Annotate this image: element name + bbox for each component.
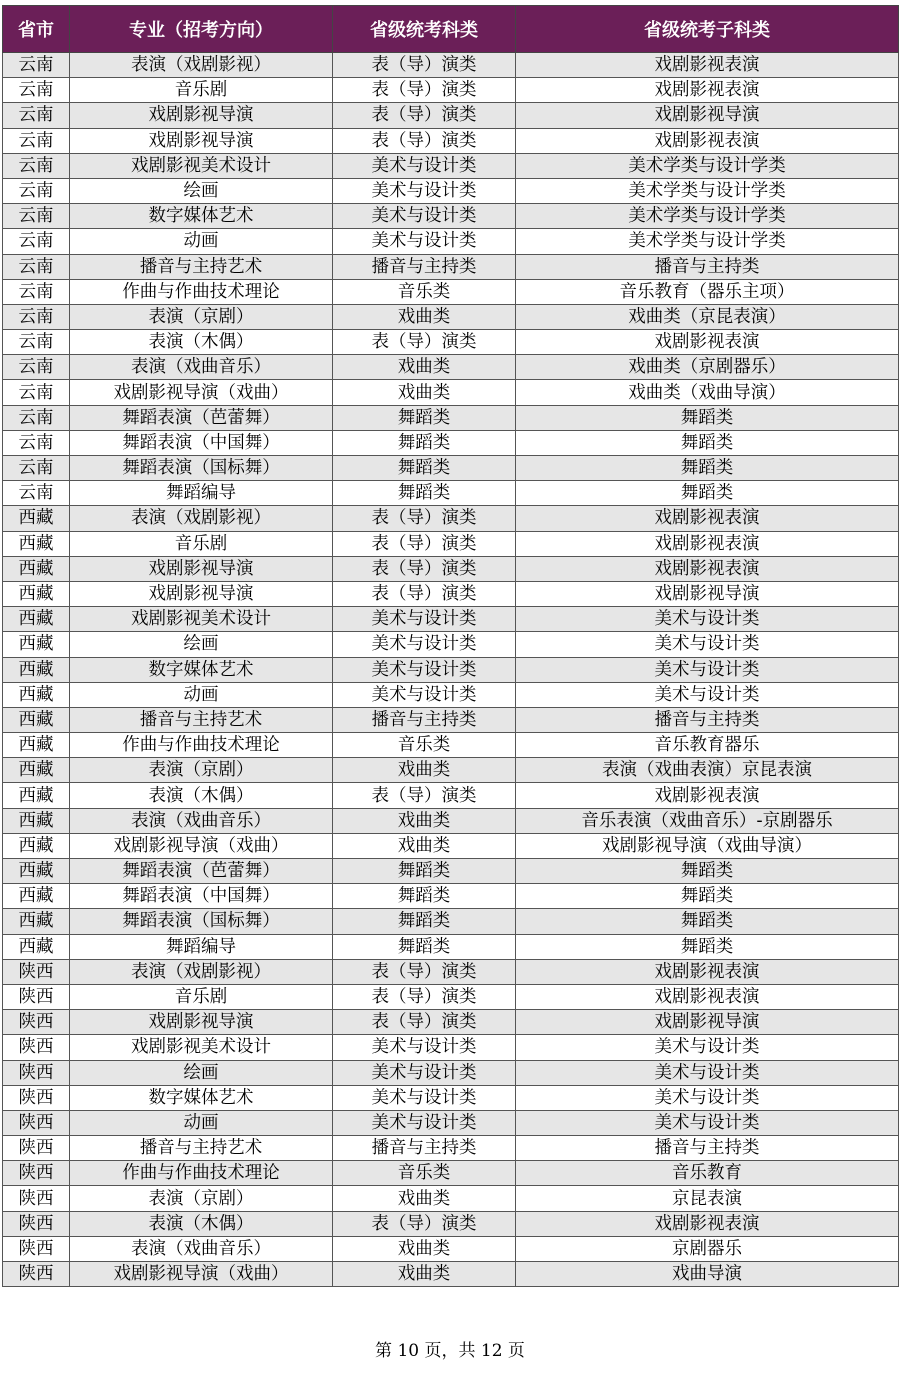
table-row bbox=[3, 1211, 899, 1236]
cell-province: 云南 bbox=[3, 128, 70, 153]
cell-exam-subcategory: 播音与主持类 bbox=[516, 707, 899, 732]
cell-exam-category: 表（导）演类 bbox=[333, 531, 516, 556]
cell-province: 云南 bbox=[3, 405, 70, 430]
table-row bbox=[3, 783, 899, 808]
cell-province: 陕西 bbox=[3, 1186, 70, 1211]
cell-major: 戏剧影视导演 bbox=[70, 128, 333, 153]
cell-exam-subcategory: 戏剧影视导演 bbox=[516, 581, 899, 606]
cell-major: 戏剧影视导演 bbox=[70, 581, 333, 606]
cell-major: 音乐剧 bbox=[70, 531, 333, 556]
cell-exam-subcategory: 美术与设计类 bbox=[516, 1060, 899, 1085]
cell-province: 云南 bbox=[3, 78, 70, 103]
cell-major: 作曲与作曲技术理论 bbox=[70, 733, 333, 758]
table-row bbox=[3, 1262, 899, 1287]
cell-exam-category: 美术与设计类 bbox=[333, 1085, 516, 1110]
cell-exam-category: 美术与设计类 bbox=[333, 204, 516, 229]
cell-exam-category: 播音与主持类 bbox=[333, 707, 516, 732]
cell-exam-category: 美术与设计类 bbox=[333, 682, 516, 707]
cell-major: 表演（京剧） bbox=[70, 758, 333, 783]
cell-exam-subcategory: 戏剧影视表演 bbox=[516, 984, 899, 1009]
cell-exam-subcategory: 戏曲类（戏曲导演） bbox=[516, 380, 899, 405]
table-row bbox=[3, 153, 899, 178]
table-header-row bbox=[3, 6, 899, 53]
cell-exam-subcategory: 美术学类与设计学类 bbox=[516, 204, 899, 229]
cell-exam-subcategory: 戏曲导演 bbox=[516, 1262, 899, 1287]
cell-province: 西藏 bbox=[3, 758, 70, 783]
cell-exam-category: 舞蹈类 bbox=[333, 884, 516, 909]
cell-major: 戏剧影视美术设计 bbox=[70, 607, 333, 632]
table-row bbox=[3, 758, 899, 783]
cell-major: 表演（京剧） bbox=[70, 1186, 333, 1211]
cell-major: 表演（戏曲音乐） bbox=[70, 1236, 333, 1261]
table-row bbox=[3, 279, 899, 304]
cell-exam-category: 美术与设计类 bbox=[333, 178, 516, 203]
table-body bbox=[3, 53, 899, 1287]
cell-exam-subcategory: 美术与设计类 bbox=[516, 632, 899, 657]
cell-province: 陕西 bbox=[3, 959, 70, 984]
cell-exam-subcategory: 京剧器乐 bbox=[516, 1236, 899, 1261]
cell-exam-subcategory: 表演（戏曲表演）京昆表演 bbox=[516, 758, 899, 783]
cell-major: 表演（京剧） bbox=[70, 304, 333, 329]
cell-province: 陕西 bbox=[3, 1035, 70, 1060]
cell-exam-subcategory: 舞蹈类 bbox=[516, 909, 899, 934]
cell-province: 云南 bbox=[3, 229, 70, 254]
cell-exam-category: 戏曲类 bbox=[333, 355, 516, 380]
cell-exam-category: 戏曲类 bbox=[333, 380, 516, 405]
cell-exam-category: 表（导）演类 bbox=[333, 78, 516, 103]
table-row bbox=[3, 506, 899, 531]
cell-province: 西藏 bbox=[3, 909, 70, 934]
cell-province: 陕西 bbox=[3, 1211, 70, 1236]
cell-major: 戏剧影视导演 bbox=[70, 556, 333, 581]
cell-province: 云南 bbox=[3, 279, 70, 304]
cell-exam-category: 表（导）演类 bbox=[333, 783, 516, 808]
table-row bbox=[3, 657, 899, 682]
cell-major: 戏剧影视导演 bbox=[70, 103, 333, 128]
cell-exam-category: 舞蹈类 bbox=[333, 909, 516, 934]
table-row bbox=[3, 808, 899, 833]
cell-exam-subcategory: 音乐教育器乐 bbox=[516, 733, 899, 758]
cell-province: 云南 bbox=[3, 103, 70, 128]
cell-exam-subcategory: 舞蹈类 bbox=[516, 884, 899, 909]
cell-exam-subcategory: 美术与设计类 bbox=[516, 657, 899, 682]
cell-province: 西藏 bbox=[3, 859, 70, 884]
cell-exam-category: 美术与设计类 bbox=[333, 607, 516, 632]
cell-province: 云南 bbox=[3, 304, 70, 329]
cell-exam-subcategory: 美术与设计类 bbox=[516, 1035, 899, 1060]
cell-major: 播音与主持艺术 bbox=[70, 254, 333, 279]
cell-major: 戏剧影视导演（戏曲） bbox=[70, 833, 333, 858]
cell-major: 舞蹈编导 bbox=[70, 934, 333, 959]
cell-major: 表演（戏曲音乐） bbox=[70, 808, 333, 833]
cell-exam-category: 舞蹈类 bbox=[333, 859, 516, 884]
cell-exam-subcategory: 戏剧影视表演 bbox=[516, 531, 899, 556]
cell-exam-subcategory: 戏剧影视表演 bbox=[516, 78, 899, 103]
table-row bbox=[3, 1186, 899, 1211]
cell-exam-category: 表（导）演类 bbox=[333, 556, 516, 581]
table-row bbox=[3, 128, 899, 153]
cell-exam-category: 美术与设计类 bbox=[333, 632, 516, 657]
cell-exam-category: 戏曲类 bbox=[333, 758, 516, 783]
admissions-table bbox=[2, 5, 899, 1287]
cell-exam-subcategory: 美术与设计类 bbox=[516, 1110, 899, 1135]
cell-major: 播音与主持艺术 bbox=[70, 1136, 333, 1161]
table-row bbox=[3, 733, 899, 758]
cell-major: 戏剧影视导演 bbox=[70, 1010, 333, 1035]
cell-exam-subcategory: 舞蹈类 bbox=[516, 934, 899, 959]
cell-province: 陕西 bbox=[3, 1236, 70, 1261]
cell-exam-subcategory: 音乐教育（器乐主项） bbox=[516, 279, 899, 304]
table-row bbox=[3, 1136, 899, 1161]
cell-province: 西藏 bbox=[3, 657, 70, 682]
cell-exam-category: 戏曲类 bbox=[333, 1262, 516, 1287]
cell-province: 云南 bbox=[3, 178, 70, 203]
cell-exam-category: 舞蹈类 bbox=[333, 430, 516, 455]
cell-exam-category: 表（导）演类 bbox=[333, 1010, 516, 1035]
header-province: 省市 bbox=[3, 6, 70, 53]
cell-exam-category: 美术与设计类 bbox=[333, 153, 516, 178]
cell-province: 西藏 bbox=[3, 506, 70, 531]
cell-major: 表演（戏曲音乐） bbox=[70, 355, 333, 380]
cell-province: 云南 bbox=[3, 254, 70, 279]
cell-province: 云南 bbox=[3, 380, 70, 405]
cell-major: 数字媒体艺术 bbox=[70, 1085, 333, 1110]
cell-exam-category: 戏曲类 bbox=[333, 833, 516, 858]
cell-major: 戏剧影视导演（戏曲） bbox=[70, 380, 333, 405]
cell-province: 陕西 bbox=[3, 1136, 70, 1161]
table-row bbox=[3, 959, 899, 984]
cell-major: 数字媒体艺术 bbox=[70, 204, 333, 229]
table-row bbox=[3, 380, 899, 405]
cell-province: 陕西 bbox=[3, 1161, 70, 1186]
cell-major: 舞蹈表演（芭蕾舞） bbox=[70, 859, 333, 884]
cell-exam-category: 美术与设计类 bbox=[333, 657, 516, 682]
cell-exam-category: 戏曲类 bbox=[333, 1236, 516, 1261]
cell-major: 绘画 bbox=[70, 178, 333, 203]
cell-province: 西藏 bbox=[3, 707, 70, 732]
cell-province: 陕西 bbox=[3, 1110, 70, 1135]
table-row bbox=[3, 909, 899, 934]
table-row bbox=[3, 859, 899, 884]
cell-province: 西藏 bbox=[3, 783, 70, 808]
table-row bbox=[3, 1035, 899, 1060]
cell-exam-category: 舞蹈类 bbox=[333, 405, 516, 430]
cell-major: 舞蹈表演（中国舞） bbox=[70, 884, 333, 909]
cell-exam-category: 表（导）演类 bbox=[333, 330, 516, 355]
cell-major: 表演（木偶） bbox=[70, 330, 333, 355]
cell-exam-category: 舞蹈类 bbox=[333, 481, 516, 506]
cell-exam-category: 戏曲类 bbox=[333, 1186, 516, 1211]
cell-major: 戏剧影视导演（戏曲） bbox=[70, 1262, 333, 1287]
cell-exam-category: 舞蹈类 bbox=[333, 456, 516, 481]
cell-exam-category: 美术与设计类 bbox=[333, 1035, 516, 1060]
cell-exam-category: 表（导）演类 bbox=[333, 984, 516, 1009]
cell-major: 音乐剧 bbox=[70, 984, 333, 1009]
table-row bbox=[3, 556, 899, 581]
cell-exam-category: 音乐类 bbox=[333, 733, 516, 758]
cell-exam-subcategory: 戏剧影视导演 bbox=[516, 103, 899, 128]
cell-exam-category: 表（导）演类 bbox=[333, 103, 516, 128]
cell-major: 数字媒体艺术 bbox=[70, 657, 333, 682]
cell-major: 舞蹈表演（国标舞） bbox=[70, 909, 333, 934]
cell-province: 云南 bbox=[3, 430, 70, 455]
table-row bbox=[3, 103, 899, 128]
cell-exam-category: 表（导）演类 bbox=[333, 581, 516, 606]
cell-exam-subcategory: 戏剧影视表演 bbox=[516, 506, 899, 531]
table-row bbox=[3, 934, 899, 959]
cell-exam-category: 美术与设计类 bbox=[333, 1060, 516, 1085]
table-row bbox=[3, 405, 899, 430]
cell-exam-category: 舞蹈类 bbox=[333, 934, 516, 959]
table-row bbox=[3, 430, 899, 455]
cell-province: 西藏 bbox=[3, 632, 70, 657]
cell-major: 戏剧影视美术设计 bbox=[70, 1035, 333, 1060]
cell-major: 表演（戏剧影视） bbox=[70, 53, 333, 78]
table-row bbox=[3, 254, 899, 279]
cell-province: 云南 bbox=[3, 204, 70, 229]
cell-exam-subcategory: 音乐教育 bbox=[516, 1161, 899, 1186]
cell-exam-subcategory: 舞蹈类 bbox=[516, 456, 899, 481]
cell-exam-category: 美术与设计类 bbox=[333, 229, 516, 254]
cell-exam-subcategory: 戏剧影视表演 bbox=[516, 53, 899, 78]
cell-province: 云南 bbox=[3, 481, 70, 506]
table-row bbox=[3, 78, 899, 103]
table-row bbox=[3, 178, 899, 203]
table-row bbox=[3, 481, 899, 506]
table-row bbox=[3, 1085, 899, 1110]
cell-exam-category: 表（导）演类 bbox=[333, 959, 516, 984]
cell-major: 舞蹈表演（国标舞） bbox=[70, 456, 333, 481]
cell-exam-subcategory: 音乐表演（戏曲音乐）-京剧器乐 bbox=[516, 808, 899, 833]
table-row bbox=[3, 1161, 899, 1186]
cell-exam-subcategory: 戏剧影视表演 bbox=[516, 128, 899, 153]
header-exam-category: 省级统考科类 bbox=[333, 6, 516, 53]
cell-major: 表演（戏剧影视） bbox=[70, 506, 333, 531]
cell-exam-category: 音乐类 bbox=[333, 1161, 516, 1186]
table-row bbox=[3, 531, 899, 556]
cell-province: 云南 bbox=[3, 53, 70, 78]
cell-province: 西藏 bbox=[3, 531, 70, 556]
cell-exam-subcategory: 播音与主持类 bbox=[516, 1136, 899, 1161]
cell-major: 舞蹈表演（芭蕾舞） bbox=[70, 405, 333, 430]
cell-province: 西藏 bbox=[3, 808, 70, 833]
table-row bbox=[3, 682, 899, 707]
cell-major: 表演（木偶） bbox=[70, 783, 333, 808]
table-row bbox=[3, 632, 899, 657]
cell-province: 西藏 bbox=[3, 581, 70, 606]
table-row bbox=[3, 456, 899, 481]
cell-exam-subcategory: 戏剧影视导演（戏曲导演） bbox=[516, 833, 899, 858]
cell-major: 作曲与作曲技术理论 bbox=[70, 279, 333, 304]
cell-exam-subcategory: 戏剧影视表演 bbox=[516, 556, 899, 581]
page-footer: 第 10 页，共 12 页 bbox=[375, 1341, 525, 1361]
cell-exam-subcategory: 美术与设计类 bbox=[516, 1085, 899, 1110]
cell-exam-subcategory: 戏剧影视表演 bbox=[516, 330, 899, 355]
cell-exam-category: 戏曲类 bbox=[333, 808, 516, 833]
table-row bbox=[3, 884, 899, 909]
cell-major: 绘画 bbox=[70, 632, 333, 657]
cell-exam-subcategory: 京昆表演 bbox=[516, 1186, 899, 1211]
cell-province: 陕西 bbox=[3, 1060, 70, 1085]
cell-major: 绘画 bbox=[70, 1060, 333, 1085]
table-row bbox=[3, 1010, 899, 1035]
cell-exam-category: 戏曲类 bbox=[333, 304, 516, 329]
header-major: 专业（招考方向） bbox=[70, 6, 333, 53]
cell-exam-subcategory: 戏剧影视导演 bbox=[516, 1010, 899, 1035]
cell-major: 动画 bbox=[70, 229, 333, 254]
cell-province: 西藏 bbox=[3, 733, 70, 758]
table-row bbox=[3, 707, 899, 732]
header-exam-subcategory: 省级统考子科类 bbox=[516, 6, 899, 53]
cell-major: 表演（戏剧影视） bbox=[70, 959, 333, 984]
cell-province: 西藏 bbox=[3, 833, 70, 858]
cell-province: 云南 bbox=[3, 153, 70, 178]
cell-province: 云南 bbox=[3, 355, 70, 380]
cell-exam-subcategory: 舞蹈类 bbox=[516, 430, 899, 455]
cell-exam-subcategory: 戏曲类（京昆表演） bbox=[516, 304, 899, 329]
table-row bbox=[3, 330, 899, 355]
cell-exam-subcategory: 美术学类与设计学类 bbox=[516, 178, 899, 203]
cell-exam-category: 美术与设计类 bbox=[333, 1110, 516, 1135]
cell-exam-category: 表（导）演类 bbox=[333, 128, 516, 153]
cell-exam-subcategory: 戏剧影视表演 bbox=[516, 959, 899, 984]
table-row bbox=[3, 355, 899, 380]
cell-major: 动画 bbox=[70, 682, 333, 707]
cell-province: 西藏 bbox=[3, 607, 70, 632]
cell-major: 舞蹈表演（中国舞） bbox=[70, 430, 333, 455]
cell-exam-subcategory: 播音与主持类 bbox=[516, 254, 899, 279]
cell-exam-subcategory: 舞蹈类 bbox=[516, 859, 899, 884]
cell-province: 陕西 bbox=[3, 1010, 70, 1035]
cell-exam-subcategory: 美术学类与设计学类 bbox=[516, 153, 899, 178]
table-row bbox=[3, 204, 899, 229]
table-row bbox=[3, 229, 899, 254]
cell-exam-subcategory: 戏剧影视表演 bbox=[516, 1211, 899, 1236]
cell-province: 云南 bbox=[3, 456, 70, 481]
cell-province: 云南 bbox=[3, 330, 70, 355]
cell-exam-category: 表（导）演类 bbox=[333, 1211, 516, 1236]
cell-major: 动画 bbox=[70, 1110, 333, 1135]
cell-major: 作曲与作曲技术理论 bbox=[70, 1161, 333, 1186]
cell-province: 西藏 bbox=[3, 682, 70, 707]
cell-province: 西藏 bbox=[3, 884, 70, 909]
cell-province: 西藏 bbox=[3, 934, 70, 959]
cell-exam-subcategory: 戏曲类（京剧器乐） bbox=[516, 355, 899, 380]
table-row bbox=[3, 833, 899, 858]
cell-exam-subcategory: 美术与设计类 bbox=[516, 607, 899, 632]
cell-province: 陕西 bbox=[3, 984, 70, 1009]
cell-province: 西藏 bbox=[3, 556, 70, 581]
table-row bbox=[3, 1236, 899, 1261]
table-row bbox=[3, 1110, 899, 1135]
cell-exam-category: 音乐类 bbox=[333, 279, 516, 304]
cell-exam-category: 表（导）演类 bbox=[333, 506, 516, 531]
cell-major: 音乐剧 bbox=[70, 78, 333, 103]
cell-major: 播音与主持艺术 bbox=[70, 707, 333, 732]
cell-major: 舞蹈编导 bbox=[70, 481, 333, 506]
cell-province: 陕西 bbox=[3, 1262, 70, 1287]
table-row bbox=[3, 581, 899, 606]
table-row bbox=[3, 607, 899, 632]
table-row bbox=[3, 53, 899, 78]
cell-exam-subcategory: 美术与设计类 bbox=[516, 682, 899, 707]
table-row bbox=[3, 984, 899, 1009]
table-row bbox=[3, 304, 899, 329]
cell-province: 陕西 bbox=[3, 1085, 70, 1110]
cell-exam-subcategory: 美术学类与设计学类 bbox=[516, 229, 899, 254]
cell-major: 表演（木偶） bbox=[70, 1211, 333, 1236]
cell-major: 戏剧影视美术设计 bbox=[70, 153, 333, 178]
cell-exam-category: 播音与主持类 bbox=[333, 1136, 516, 1161]
cell-exam-category: 播音与主持类 bbox=[333, 254, 516, 279]
cell-exam-subcategory: 舞蹈类 bbox=[516, 481, 899, 506]
cell-exam-category: 表（导）演类 bbox=[333, 53, 516, 78]
cell-exam-subcategory: 舞蹈类 bbox=[516, 405, 899, 430]
table-row bbox=[3, 1060, 899, 1085]
cell-exam-subcategory: 戏剧影视表演 bbox=[516, 783, 899, 808]
